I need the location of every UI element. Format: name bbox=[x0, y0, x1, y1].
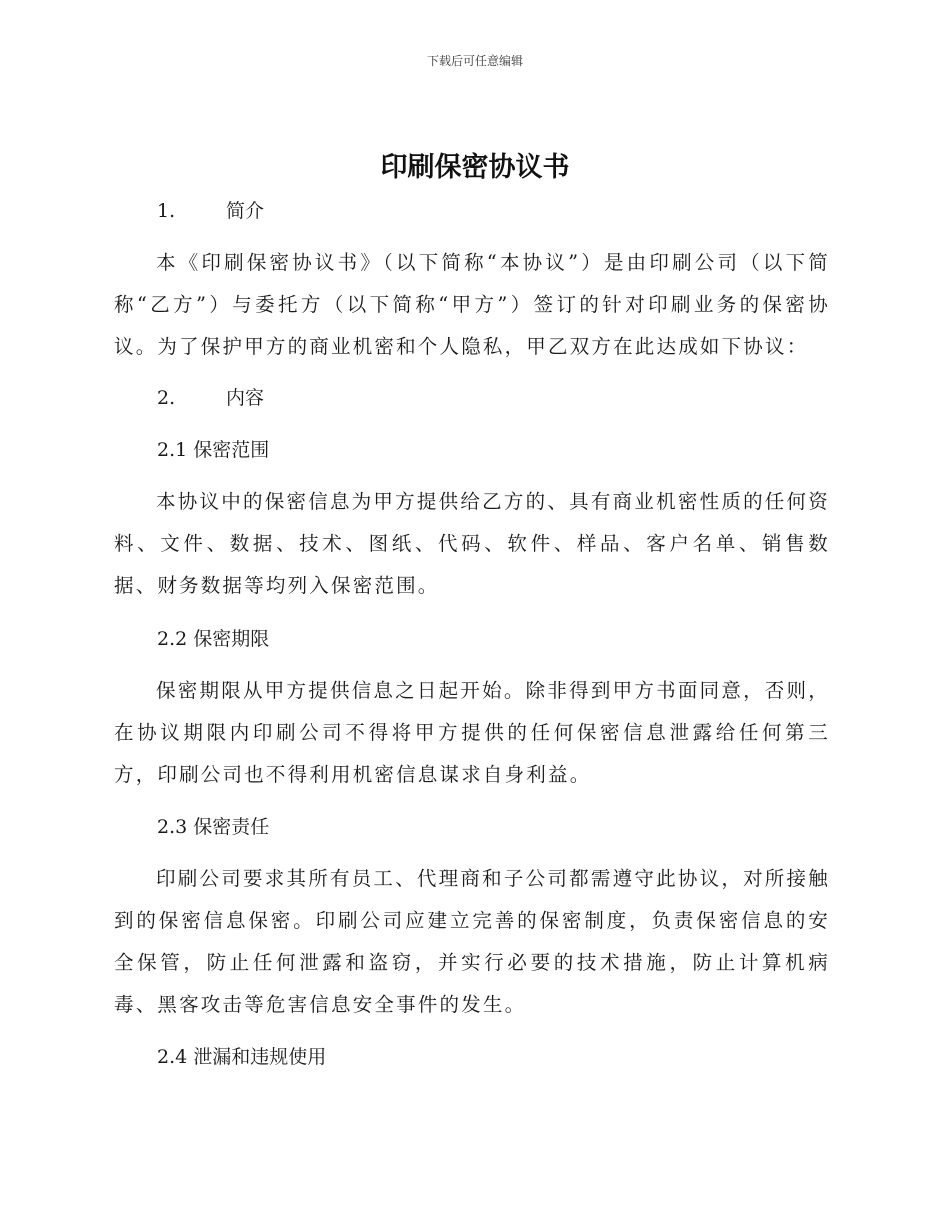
intro-paragraph: 本《印刷保密协议书》（以下简称“本协议”）是由印刷公司（以下简称“乙方”）与委托方（以下简称“甲方”）签订的针对印刷业务的保密协议。为了保护甲方的商业机密和个人隐私，甲乙双方在此达成如下协议： bbox=[114, 251, 830, 358]
section-heading-content bbox=[157, 384, 264, 412]
subsection-heading-responsibility: 2.3 保密责任 bbox=[157, 816, 270, 838]
page-header: 下载后可任意编辑 bbox=[426, 54, 523, 68]
section-number: 1. bbox=[157, 200, 176, 222]
section-title: 内容 bbox=[226, 387, 265, 409]
scope-paragraph: 本协议中的保密信息为甲方提供给乙方的、具有商业机密性质的任何资料、文件、数据、技术、图纸、代码、软件、样品、客户名单、销售数据、财务数据等均列入保密范围。 bbox=[114, 490, 830, 597]
subsection-heading-period: 2.2 保密期限 bbox=[157, 628, 270, 650]
section-number: 2. bbox=[157, 387, 176, 409]
subsection-heading-scope: 2.1 保密范围 bbox=[157, 439, 270, 461]
responsibility-paragraph: 印刷公司要求其所有员工、代理商和子公司都需遵守此协议，对所接触到的保密信息保密。印刷公司应建立完善的保密制度，负责保密信息的安全保管，防止任何泄露和盗窃，并实行必要的技术措施，防止计算机病毒、黑客攻击等危害信息安全事件的发生。 bbox=[114, 867, 830, 1016]
section-heading-intro bbox=[157, 197, 264, 225]
section-title: 简介 bbox=[226, 200, 265, 222]
period-paragraph: 保密期限从甲方提供信息之日起开始。除非得到甲方书面同意，否则，在协议期限内印刷公司不得将甲方提供的任何保密信息泄露给任何第三方，印刷公司也不得利用机密信息谋求自身利益。 bbox=[114, 679, 830, 786]
subsection-heading-leakage: 2.4 泄漏和违规使用 bbox=[157, 1046, 327, 1068]
document-title: 印刷保密协议书 bbox=[380, 152, 570, 183]
